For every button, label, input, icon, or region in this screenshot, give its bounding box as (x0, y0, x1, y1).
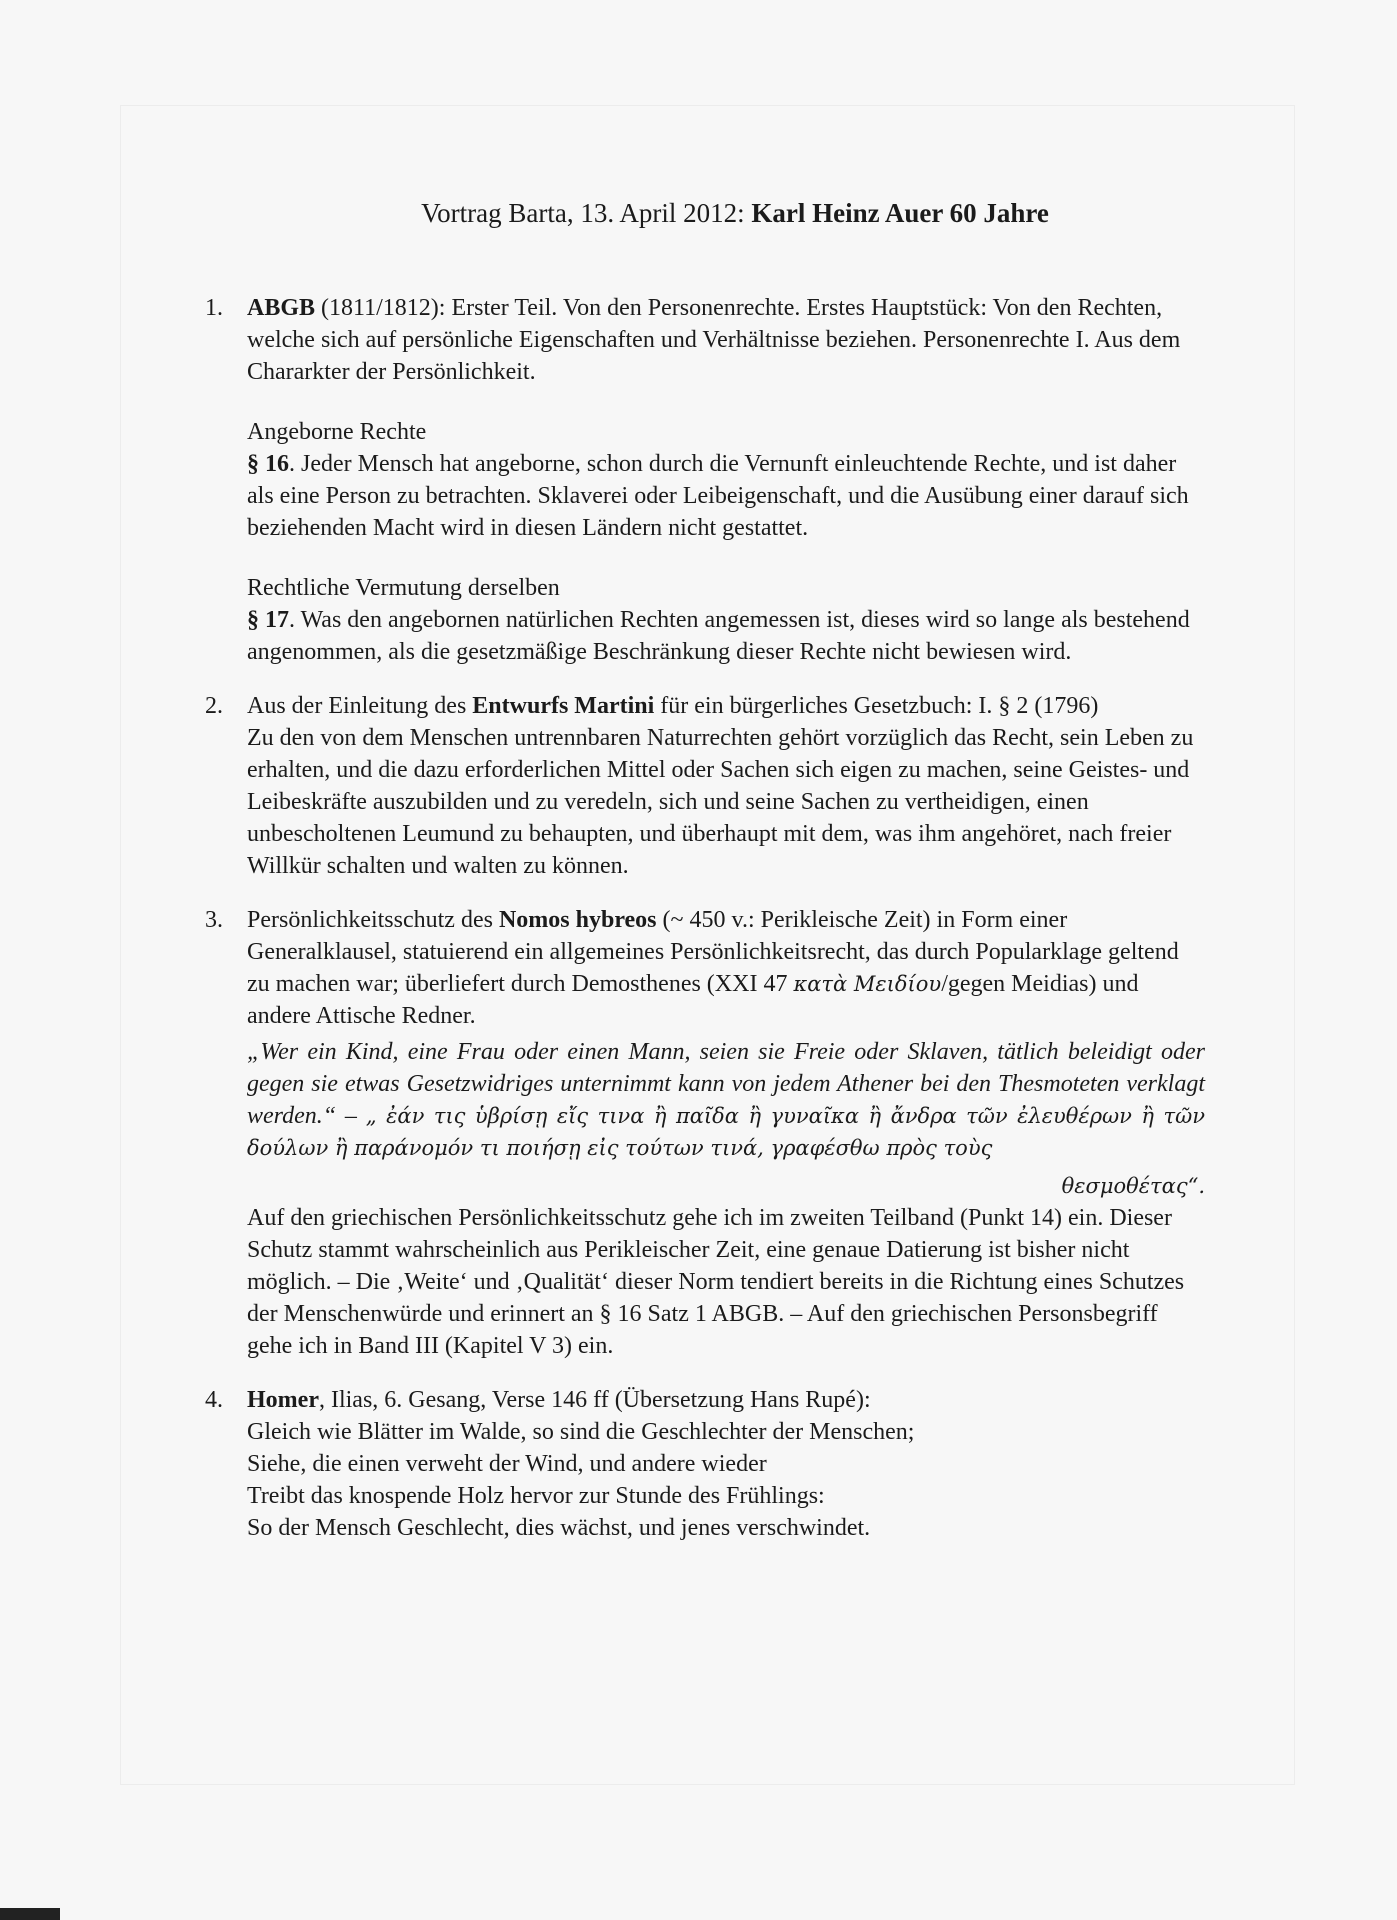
title-bold: Karl Heinz Auer 60 Jahre (751, 198, 1049, 228)
section-16 (247, 448, 1205, 544)
item-heading (247, 1384, 1205, 1416)
item-heading-pre: Persönlichkeitsschutz des (247, 907, 499, 933)
item-heading-text: (1811/1812): Erster Teil. Von den Personenrechte. Erstes Hauptstück: Von den Rechten, welche sich auf persönliche Eigenschaften und Verhältnisse beziehen. Personenrechte I. Aus dem Chararkter der Persönlichkeit. (247, 295, 1181, 385)
verse-line: Treibt das knospende Holz hervor zur Stunde des Frühlings: (247, 1483, 825, 1509)
numbered-list (205, 292, 1205, 1544)
greek-citation: κατὰ Μειδίου (793, 972, 942, 996)
item-heading-text: (~ 450 v.: Perikleische Zeit) in Form einer Generalklausel, statuierend ein allgemeines Persönlichkeitsrecht, das durch Popularklage geltend zu machen war; überliefert durch Demosthenes (XXI 47 (247, 907, 1179, 997)
section-17 (247, 604, 1205, 668)
item-number: 4. (205, 1387, 223, 1413)
list-item-homer (205, 1384, 1205, 1544)
quotation-german: „Wer ein Kind, eine Frau oder einen Mann, seien sie Freie oder Sklaven, tätlich beleidigt oder gegen sie etwas Gesetzwidriges unternimmt kann von jedem Athener bei den Thesmoteten verklagt werden.“ – (247, 1039, 1205, 1129)
quotation-greek-end: θεσμοθέτας“. (1061, 1174, 1205, 1198)
document-body (205, 196, 1205, 1566)
list-item-abgb (205, 292, 1205, 668)
page-title (205, 196, 1205, 230)
quotation-greek: „ ἐάν τις ὑβρίσῃ εἴς τινα ἢ παῖδα ἢ γυναῖκα ἢ ἄνδρα τῶν ἐλευθέρων ἢ τῶν δούλων ἢ παράνομόν τι ποιήσῃ εἰς τούτων τινά, γραφέσθω πρὸς τοὺς (247, 1104, 1206, 1160)
item-heading-pre: Aus der Einleitung des (247, 693, 473, 719)
item-body: Auf den griechischen Persönlichkeitsschutz gehe ich im zweiten Teilband (Punkt 14) ein. Dieser Schutz stammt wahrscheinlich aus Perikleischer Zeit, eine genaue Datierung ist bisher nicht möglich. – Die ‚Weite‘ und ‚Qualität‘ dieser Norm tendiert bereits in die Richtung eines Schutzes der Menschenwürde und erinnert an § 16 Satz 1 ABGB. – Auf den griechischen Personsbegriff gehe ich in Band III (Kapitel V 3) ein. (247, 1205, 1185, 1359)
item-heading (247, 690, 1205, 722)
verse-line: Gleich wie Blätter im Walde, so sind die Geschlechter der Menschen; (247, 1419, 915, 1445)
title-prefix: Vortrag Barta, 13. April 2012: (421, 198, 752, 228)
item-heading-bold: Homer (247, 1387, 319, 1413)
section-16-text: . Jeder Mensch hat angeborne, schon durch die Vernunft einleuchtende Rechte, und ist daher als eine Person zu betrachten. Sklaverei oder Leibeigenschaft, und die Ausübung einer darauf sich beziehenden Macht wird in diesen Ländern nicht gestattet. (247, 451, 1189, 541)
item-heading-bold: ABGB (247, 295, 316, 321)
item-heading-text: für ein bürgerliches Gesetzbuch: I. § 2 (1796) (654, 693, 1099, 719)
item-heading-text: , Ilias, 6. Gesang, Verse 146 ff (Übersetzung Hans Rupé): (318, 1387, 871, 1413)
list-item-martini (205, 690, 1205, 882)
item-number: 2. (205, 693, 223, 719)
item-body: Zu den von dem Menschen untrennbaren Naturrechten gehört vorzüglich das Recht, sein Leben zu erhalten, und die dazu erforderlichen Mittel oder Sachen sich eigen zu machen, seine Geistes- und Leibeskräfte auszubilden und zu veredeln, sich und seine Sachen zu vertheidigen, einen unbescholtenen Leumund zu behaupten, und überhaupt mit dem, was ihm angehöret, nach freier Willkür schalten und walten zu können. (247, 725, 1194, 879)
section-16-label: § 16 (247, 451, 289, 477)
item-heading-end: /gegen Meidias) und andere Attische Redner. (247, 971, 1139, 1029)
section-heading-16: Angeborne Rechte (247, 419, 427, 445)
section-17-text: . Was den angebornen natürlichen Rechten angemessen ist, dieses wird so lange als bestehend angenommen, als die gesetzmäßige Beschränkung dieser Rechte nicht bewiesen wird. (247, 607, 1190, 665)
item-number: 1. (205, 295, 223, 321)
verse-line: Siehe, die einen verweht der Wind, und andere wieder (247, 1451, 767, 1477)
scan-edge-mark (0, 1908, 60, 1920)
list-item-nomos (205, 904, 1205, 1362)
item-number: 3. (205, 907, 223, 933)
section-17-label: § 17 (247, 607, 289, 633)
item-heading-bold: Nomos hybreos (498, 907, 657, 933)
item-heading-bold: Entwurfs Martini (472, 693, 655, 719)
quotation (247, 1036, 1205, 1164)
section-heading-17: Rechtliche Vermutung derselben (247, 575, 560, 601)
verse-line: So der Mensch Geschlecht, dies wächst, und jenes verschwindet. (247, 1515, 871, 1541)
item-heading (247, 904, 1205, 1032)
item-heading (247, 292, 1205, 388)
